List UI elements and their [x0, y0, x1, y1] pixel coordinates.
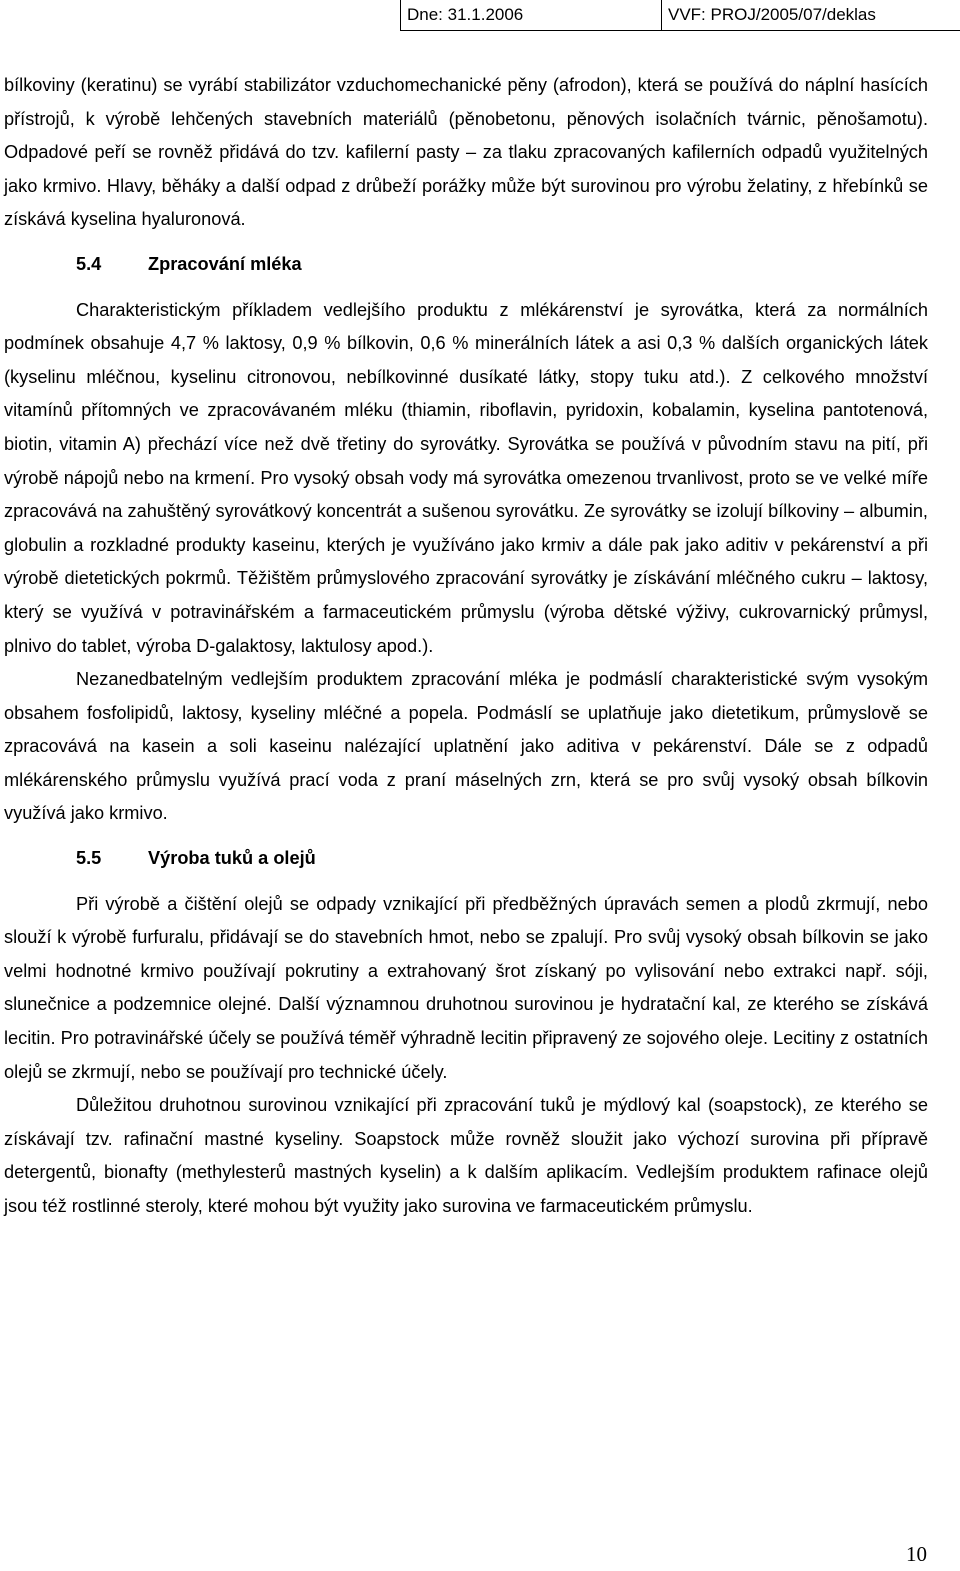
paragraph: Důležitou druhotnou surovinou vznikající při zpracování tuků je mýdlový kal (soapstock), ze kterého se získávají tzv. rafinační mastné kyseliny. Soapstock může rovněž sloužit jako výchozí surovina při přípravě detergentů, bionafty (methylesterů mastných kyselin) a k dalším aplikacím. Vedlejším produktem rafinace olejů jsou též rostlinné steroly, které mohou být využity jako surovina ve farmaceutickém průmyslu.	[4, 1095, 928, 1216]
section-title: Výroba tuků a olejů	[148, 848, 316, 869]
section-heading-5-4	[76, 248, 928, 282]
paragraph: Charakteristickým příkladem vedlejšího produktu z mlékárenství je syrovátka, která za normálních podmínek obsahuje 4,7 % laktosy, 0,9 % bílkovin, 0,6 % minerálních látek a asi 0,3 % dalších organických látek (kyselinu mléčnou, kyselinu citronovou, nebílkovinné dusíkaté látky, stopy tuku atd.). Z celkového množství vitamínů přítomných ve zpracovávaném mléku (thiamin, riboflavin, pyridoxin, kobalamin, kyselina pantotenová, biotin, vitamin A) přechází více než dvě třetiny do syrovátky. Syrovátka se používá v původním stavu na pití, při výrobě nápojů nebo na krmení. Pro vysoký obsah vody má syrovátka omezenou trvanlivost, proto se ve velké míře zpracovává na zahuštěný syrovátkový koncentrát a sušenou syrovátku. Ze syrovátky se izolují bílkoviny – albumin, globulin a rozkladné produkty kaseinu, kterých je využíváno jako krmiv a dále pak jako aditiv v pekárenství a při výrobě dietetických pokrmů. Těžištěm průmyslového zpracování syrovátky je získávání mléčného cukru – laktosy, který se využívá v potravinářském a farmaceutickém průmyslu (výroba dětské výživy, cukrovarnický průmysl, plnivo do tablet, výroba D-galaktosy, laktulosy apod.).	[4, 299, 928, 656]
header-reference: VVF: PROJ/2005/07/deklas	[668, 5, 876, 24]
section-heading-5-5	[76, 842, 928, 876]
document-body	[4, 69, 928, 1224]
section-title: Zpracování mléka	[148, 253, 302, 274]
intro-paragraph: bílkoviny (keratinu) se vyrábí stabilizátor vzduchomechanické pěny (afrodon), která se používá do náplní hasících přístrojů, k výrobě lehčených stavebních materiálů (pěnobetonu, pěnových isolačních tvárnic, pěnošamotu). Odpadové peří se rovněž přidává do tzv. kafilerní pasty – za tlaku zpracovaných kafilerních odpadů využitelných jako krmivo. Hlavy, běháky a další odpad z drůbeží porážky může být surovinou pro výrobu želatiny, z hřebínků se získává kyselina hyaluronová.	[4, 75, 928, 230]
page-number: 10	[906, 1542, 927, 1566]
section-number: 5.5	[76, 848, 102, 869]
header-date: Dne: 31.1.2006	[400, 0, 662, 30]
page-header	[400, 0, 960, 31]
paragraph: Při výrobě a čištění olejů se odpady vznikající při předběžných úpravách semen a plodů zkrmují, nebo slouží k výrobě furfuralu, přidávají se do stavebních hmot, nebo se zpalují. Pro svůj vysoký obsah bílkovin se jako velmi hodnotné krmivo používají pokrutiny a extrahovaný šrot získaný po vylisování nebo extrakci např. sóji, slunečnice a podzemnice olejné. Další významnou druhotnou surovinou je hydratační kal, ze kterého se získává lecitin. Pro potravinářské účely se používá téměř výhradně lecitin připravený ze sojového oleje. Lecitiny z ostatních olejů se zkrmují, nebo se používají pro technické účely.	[4, 893, 928, 1082]
section-number: 5.4	[76, 253, 102, 274]
paragraph: Nezanedbatelným vedlejším produktem zpracování mléka je podmáslí charakteristické svým vysokým obsahem fosfolipidů, laktosy, kyseliny mléčné a popela. Podmáslí se uplatňuje jako dietetikum, průmyslově se zpracovává na kasein a soli kaseinu nalézající uplatnění jako aditiva v pekárenství. Dále se z odpadů mlékárenského průmyslu využívá prací voda z praní máselných zrn, která se pro svůj vysoký obsah bílkovin využívá jako krmivo.	[4, 669, 928, 824]
